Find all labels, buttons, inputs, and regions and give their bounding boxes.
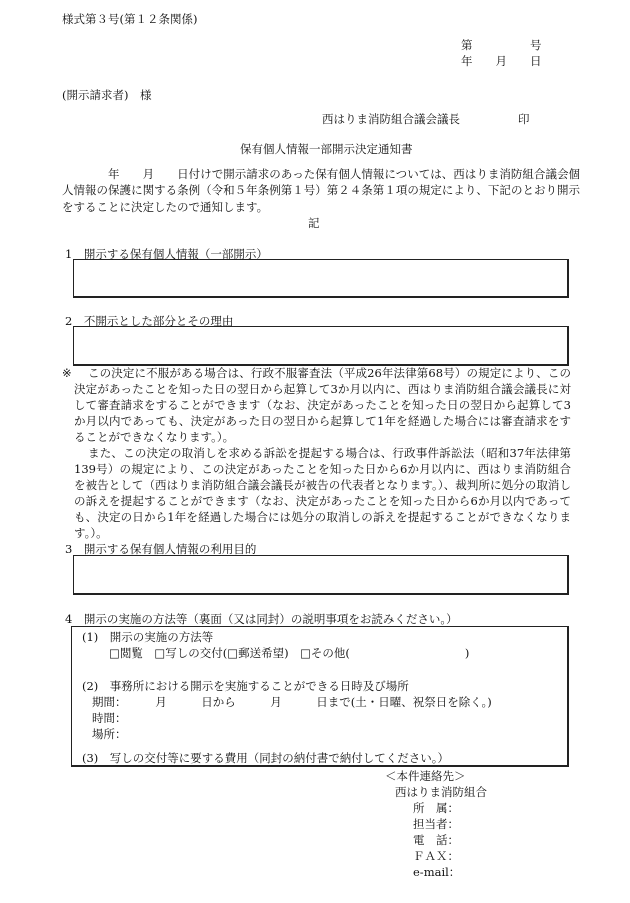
- ki-mark: 記: [308, 216, 320, 230]
- section1-label: 1 開示する保有個人情報（一部開示）: [65, 247, 268, 261]
- contact-phone: 電 話：: [413, 833, 459, 847]
- contact-fax: ＦＡＸ：: [413, 849, 459, 863]
- contact-heading: ＜本件連絡先＞: [385, 769, 466, 783]
- document-number: 第 号: [461, 38, 542, 52]
- note-paragraph-1: この決定に不服がある場合は、行政不服審査法（平成26年法律第68号）の規定により、この決定があったことを知った日の翌日から起算して3か月以内に、西はりま消防組合議会議長に対して審査請求をすることができます（なお、決定があったことを知った日の翌日から起算して3か月以内であっても、決定があった日の翌日から起算して1年を経過した場合には審査請求をすることができなくなります。）。: [74, 366, 571, 444]
- intro-paragraph: 年 月 日付けで開示請求のあった保有個人情報については、西はりま消防組合議会個人情報の保護に関する条例（令和５年条例第１号）第２４条第１項の規定により、下記のとおり開示をすることに決定したので通知します。: [62, 167, 580, 214]
- note-mark: ※: [62, 366, 72, 380]
- contact-org: 西はりま消防組合: [395, 785, 487, 799]
- place: 場所：: [92, 727, 127, 741]
- issuer: 西はりま消防組合議会議長: [322, 112, 460, 126]
- section3-box: [73, 555, 569, 595]
- document-date: 年 月 日: [461, 54, 542, 68]
- addressee: (開示請求者) 様: [62, 88, 152, 102]
- form-number: 様式第３号(第１２条関係): [62, 12, 198, 26]
- contact-person: 担当者：: [413, 817, 459, 831]
- section4-box: [71, 626, 569, 767]
- section1-box: [73, 259, 569, 298]
- note-paragraph-2: また、この決定の取消しを求める訴訟を提起する場合は、行政事件訴訟法（昭和37年法律第139号）の規定により、この決定があったことを知った日から6か月以内に、西はりま消防組合を被告として（西はりま消防組合議会議長が被告の代表者となります。）、裁判所に処分の取消しの訴えを提起することができます（なお、決定があったことを知った日から6か月以内であっても、決定の日から1年を経過した場合には処分の取消しの訴えを提起することができなくなります。）。: [74, 446, 571, 540]
- time: 時間：: [92, 711, 127, 725]
- contact-email: e-mail：: [413, 865, 461, 879]
- section2-label: 2 不開示とした部分とその理由: [65, 314, 234, 328]
- section2-box: [73, 326, 569, 366]
- period: 期間： 月 日から 月 日まで(土・日曜、祝祭日を除く。): [92, 695, 492, 709]
- item2-title: (2) 事務所における開示を実施することができる日時及び場所: [82, 679, 409, 693]
- item1-options: □閲覧 □写しの交付(□郵送希望) □その他( ): [109, 646, 470, 660]
- section4-label: 4 開示の実施の方法等（裏面（又は同封）の説明事項をお読みください。）: [65, 612, 458, 626]
- item1-title: (1) 開示の実施の方法等: [82, 630, 214, 644]
- section3-label: 3 開示する保有個人情報の利用目的: [65, 542, 257, 556]
- document-title: 保有個人情報一部開示決定通知書: [240, 142, 413, 156]
- seal-mark: 印: [518, 112, 530, 126]
- contact-dept: 所 属：: [413, 801, 459, 815]
- item3-title: (3) 写しの交付等に要する費用（同封の納付書で納付してください。）: [82, 751, 450, 765]
